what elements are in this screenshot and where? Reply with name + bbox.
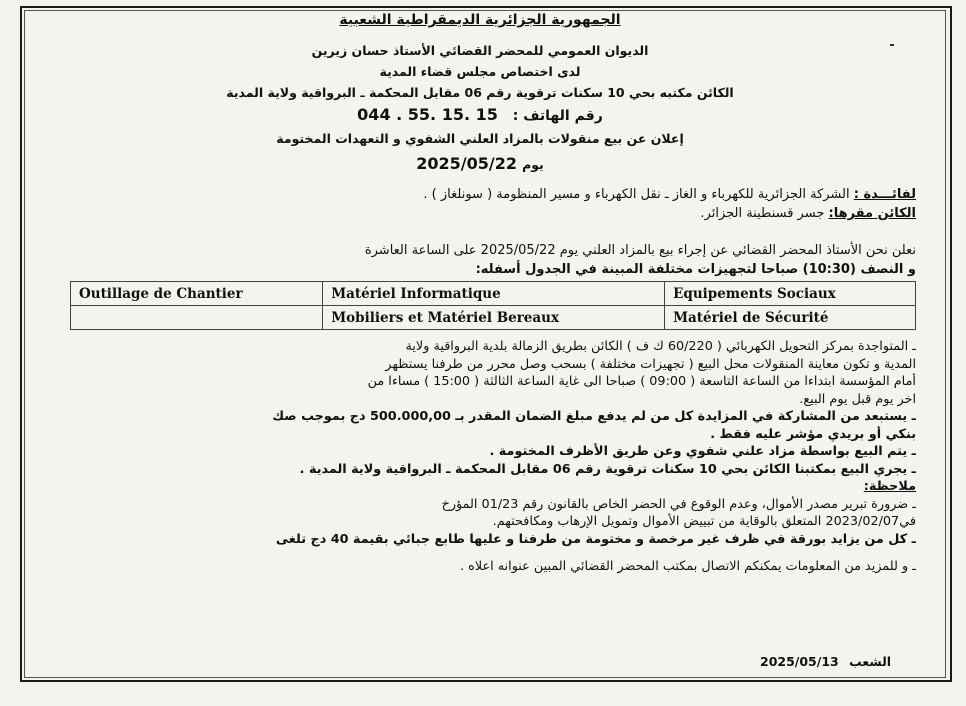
republic-heading: الجمهورية الجزائرية الديمقراطية الشعبية — [339, 12, 621, 28]
equipment-table — [70, 281, 916, 330]
table-cell: Matériel Informatique — [323, 282, 665, 306]
notice-document — [44, 8, 916, 576]
office-address: الكائن مكتبه بحي 10 سكنات ترقوية رقم 06 مقابل المحكمة ـ البرواقية ولاية المدية — [226, 85, 734, 100]
newspaper-name: الشعب — [849, 654, 892, 669]
phone-line — [44, 103, 916, 127]
sale-date: 2025/05/22 — [416, 154, 517, 173]
phone-label: رقم الهاتف : — [512, 108, 603, 124]
table-cell: Outillage de Chantier — [71, 282, 323, 306]
beneficiary-value: الشركة الجزائرية للكهرباء و الغاز ـ نقل الكهرباء و مسير المنظومة ( سونلغاز ) . — [423, 187, 850, 202]
intro-line-1: نعلن نحن الأستاذ المحضر القضائي عن إجراء بيع بالمزاد العلني يوم 2025/05/22 على الساعة العاشرة — [364, 243, 916, 258]
note-line: في2023/02/07 المتعلق بالوقاية من تبييض الأموال وتمويل الإرهاب ومكافحتهم. — [492, 514, 916, 529]
seat-value: جسر قسنطينة الجزائر. — [700, 206, 825, 221]
day-label: يوم — [522, 157, 544, 172]
condition-line: أمام المؤسسة ابتداءا من الساعة التاسعة ( 09:00 ) صباحا الى غاية الساعة الثالثة ( 15:00 ) مساءا من — [367, 374, 916, 389]
phone-number: 044 . 55. 15. 15 — [357, 105, 498, 124]
table-cell: Mobiliers et Matériel Bereaux — [323, 306, 665, 330]
note-line: ـ ضرورة تبرير مصدر الأموال، وعدم الوقوع في الحضر الخاص بالقانون رقم 01/23 المؤرخ — [441, 496, 916, 512]
table-row — [71, 306, 916, 330]
intro-line-2: و النصف (10:30) صباحا لتجهيزات مختلفة المبينة في الجدول أسفله: — [475, 262, 916, 277]
beneficiary-label: لفائـــدة : — [853, 187, 916, 202]
notice-title: إعلان عن بيع منقولات بالمزاد العلني الشفوي و التعهدات المختومة — [276, 131, 684, 146]
notes-label: ملاحظة: — [863, 479, 916, 494]
condition-line: المدية و تكون معاينة المنقولات محل البيع ( تجهيزات مختلفة ) بسحب وصل محرر من طرفنا يستظهر — [385, 356, 916, 372]
table-cell: Equipements Sociaux — [665, 282, 916, 306]
condition-line: ـ يجري البيع بمكتبنا الكائن بحي 10 سكنات ترقوية رقم 06 مقابل المحكمة ـ البرواقية ولاية المدية . — [299, 461, 916, 477]
table-cell: Matériel de Sécurité — [665, 306, 916, 330]
contact-line: ـ و للمزيد من المعلومات يمكنكم الاتصال بمكتب المحضر القضائي المبين عنوانه اعلاه . — [459, 559, 916, 574]
condition-line: بنكي أو بريدي مؤشر عليه فقط . — [710, 426, 916, 442]
condition-line: ـ يستبعد من المشاركة في المزايدة كل من لم يدفع مبلغ الضمان المقدر بـ 500.000,00 دج بموجب صك — [272, 409, 916, 424]
seat-line — [44, 204, 916, 223]
note-line: ـ كل من يزايد بورقة في ظرف غير مرخصة و مختومة من طرفنا و عليها طابع جبائي بقيمة 40 دج تلغى — [275, 531, 916, 547]
publication-date: 2025/05/13 — [760, 654, 839, 669]
condition-line: ـ يتم البيع بواسطة مزاد علني شفوي وعن طريق الأظرف المختومة . — [489, 444, 916, 459]
seat-label: الكائن مقرها: — [828, 206, 916, 221]
jurisdiction: لدى اختصاص مجلس قضاء المدية — [379, 64, 581, 79]
condition-line: ـ المتواجدة بمركز التحويل الكهربائي ( 60/220 ك ف ) الكائن بطريق الزمالة بلدية البرواقية ولاية — [405, 339, 916, 354]
sale-day-line — [44, 151, 916, 177]
condition-line: اخر يوم قبل يوم البيع. — [799, 391, 916, 407]
table-row — [71, 282, 916, 306]
table-cell — [71, 306, 323, 330]
publication-signoff — [760, 654, 891, 669]
office-name: الديوان العمومي للمحضر القضائي الأستاذ حسان زيرين — [311, 43, 649, 58]
beneficiary-line — [44, 185, 916, 204]
